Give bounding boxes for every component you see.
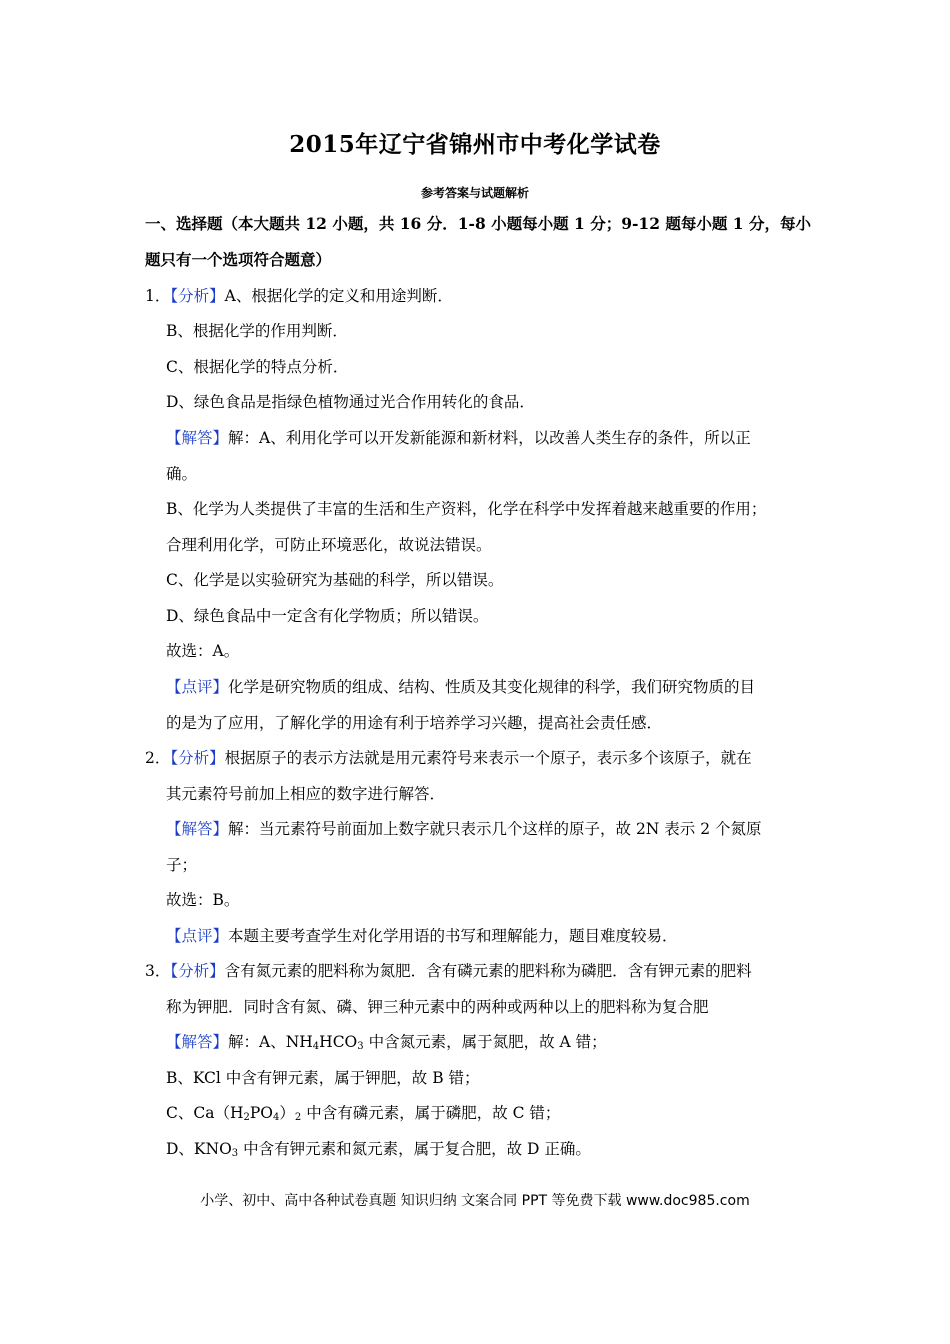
q3-answer-a-sub2: 3: [357, 1041, 364, 1052]
q2-analysis-1: 根据原子的表示方法就是用元素符号来表示一个原子，表示多个该原子，就在: [224, 749, 752, 767]
q1-choice: 故选：A。: [166, 642, 240, 660]
q3-answer-a-sub1: 4: [312, 1041, 320, 1052]
q2-number: 2．: [145, 749, 171, 767]
q1-answer-b1: B、化学为人类提供了丰富的生活和生产资料，化学在科学中发挥着越来越重要的作用；: [166, 500, 767, 518]
q3-answer-line-c: [166, 1102, 560, 1124]
document-subtitle: 参考答案与试题解析: [420, 186, 529, 200]
q1-answer-d: D、绿色食品中一定含有化学物质；所以错误。: [166, 607, 489, 625]
q3-answer-a-pre: 解：A、NH: [228, 1033, 313, 1051]
q1-answer-b2: 合理利用化学，可防止环境恶化，故说法错误。: [166, 536, 492, 554]
q3-answer-d-sub: 3: [231, 1148, 239, 1159]
q1-answer-tag: 【解答】: [166, 429, 229, 447]
q2-comment: 本题主要考查学生对化学用语的书写和理解能力，题目难度较易．: [228, 927, 678, 945]
q3-answer-a-mid: HCO: [319, 1033, 358, 1051]
q3-answer-c-sub3: 2: [294, 1112, 302, 1123]
q2-analysis-line: [145, 747, 752, 769]
q3-answer-a-post: 中含氮元素，属于氮肥，故 A 错；: [363, 1033, 607, 1051]
q1-comment-1: 化学是研究物质的组成、结构、性质及其变化规律的科学，我们研究物质的目: [228, 678, 756, 696]
q1-analysis-c: C、根据化学的特点分析．: [166, 358, 349, 376]
q1-answer-a2: 确。: [166, 465, 198, 483]
q1-analysis-d: D、绿色食品是指绿色植物通过光合作用转化的食品．: [166, 393, 535, 411]
q2-choice: 故选：B。: [166, 891, 240, 909]
q1-number: 1．: [145, 287, 171, 305]
q1-answer-a1: 解：A、利用化学可以开发新能源和新材料，以改善人类生存的条件，所以正: [228, 429, 751, 447]
q3-answer-line-a: [166, 1031, 607, 1053]
q3-answer-tag: 【解答】: [166, 1033, 229, 1051]
q2-answer-line-1: [166, 818, 762, 840]
q3-answer-c-mid: PO: [249, 1104, 273, 1122]
q2-answer-tag: 【解答】: [166, 820, 229, 838]
q3-answer-c-sub2: 4: [273, 1112, 280, 1123]
q1-comment-line-1: [166, 676, 755, 698]
q1-analysis-a: A、根据化学的定义和用途判断．: [224, 287, 453, 305]
q3-analysis-1: 含有氮元素的肥料称为氮肥．含有磷元素的肥料称为磷肥．含有钾元素的肥料: [224, 962, 752, 980]
q1-analysis-tag: 【分析】: [170, 287, 225, 305]
q3-answer-c-post: 中含有磷元素，属于磷肥，故 C 错；: [301, 1104, 561, 1122]
q3-answer-d-post: 中含有钾元素和氮元素，属于复合肥，故 D 正确。: [238, 1140, 591, 1158]
q3-analysis-tag: 【分析】: [170, 962, 225, 980]
section-heading-line-1: 一、选择题（本大题共 12 小题，共 16 分．1-8 小题每小题 1 分；9-12 题每小题 1 分，每小: [145, 214, 811, 233]
q2-comment-line: [166, 925, 678, 947]
section-heading-line-2: 题只有一个选项符合题意）: [145, 250, 332, 269]
q3-number: 3．: [145, 962, 171, 980]
q3-answer-c-pre: C、Ca（H: [166, 1104, 244, 1122]
q2-analysis-tag: 【分析】: [170, 749, 225, 767]
q3-answer-b: B、KCl 中含有钾元素，属于钾肥，故 B 错；: [166, 1069, 480, 1087]
q3-analysis-2: 称为钾肥．同时含有氮、磷、钾三种元素中的两种或两种以上的肥料称为复合肥: [166, 998, 709, 1016]
q2-analysis-2: 其元素符号前加上相应的数字进行解答．: [166, 785, 446, 803]
q2-answer-1: 解：当元素符号前面加上数字就只表示几个这样的原子，故 2N 表示 2 个氮原: [228, 820, 762, 838]
q3-answer-d-pre: D、KNO: [166, 1140, 232, 1158]
page-footer: 小学、初中、高中各种试卷真题 知识归纳 文案合同 PPT 等免费下载 www.doc985.com: [200, 1193, 750, 1209]
q1-comment-tag: 【点评】: [166, 678, 229, 696]
q3-answer-line-d: [166, 1138, 591, 1160]
q1-comment-2: 的是为了应用，了解化学的用途有利于培养学习兴趣，提高社会责任感．: [166, 714, 663, 732]
q1-answer-line-1: [166, 427, 751, 449]
q3-answer-c-sub1: 2: [243, 1112, 250, 1123]
q2-answer-2: 子；: [166, 856, 198, 874]
q1-analysis-b: B、根据化学的作用判断．: [166, 322, 348, 340]
q3-analysis-line: [145, 960, 752, 982]
q3-answer-c-close: ）: [279, 1104, 295, 1122]
q1-analysis-line: [145, 285, 453, 307]
document-title: 2015年辽宁省锦州市中考化学试卷: [289, 131, 661, 158]
q2-comment-tag: 【点评】: [166, 927, 229, 945]
section-heading: [145, 206, 825, 278]
q1-answer-c: C、化学是以实验研究为基础的科学，所以错误。: [166, 571, 504, 589]
